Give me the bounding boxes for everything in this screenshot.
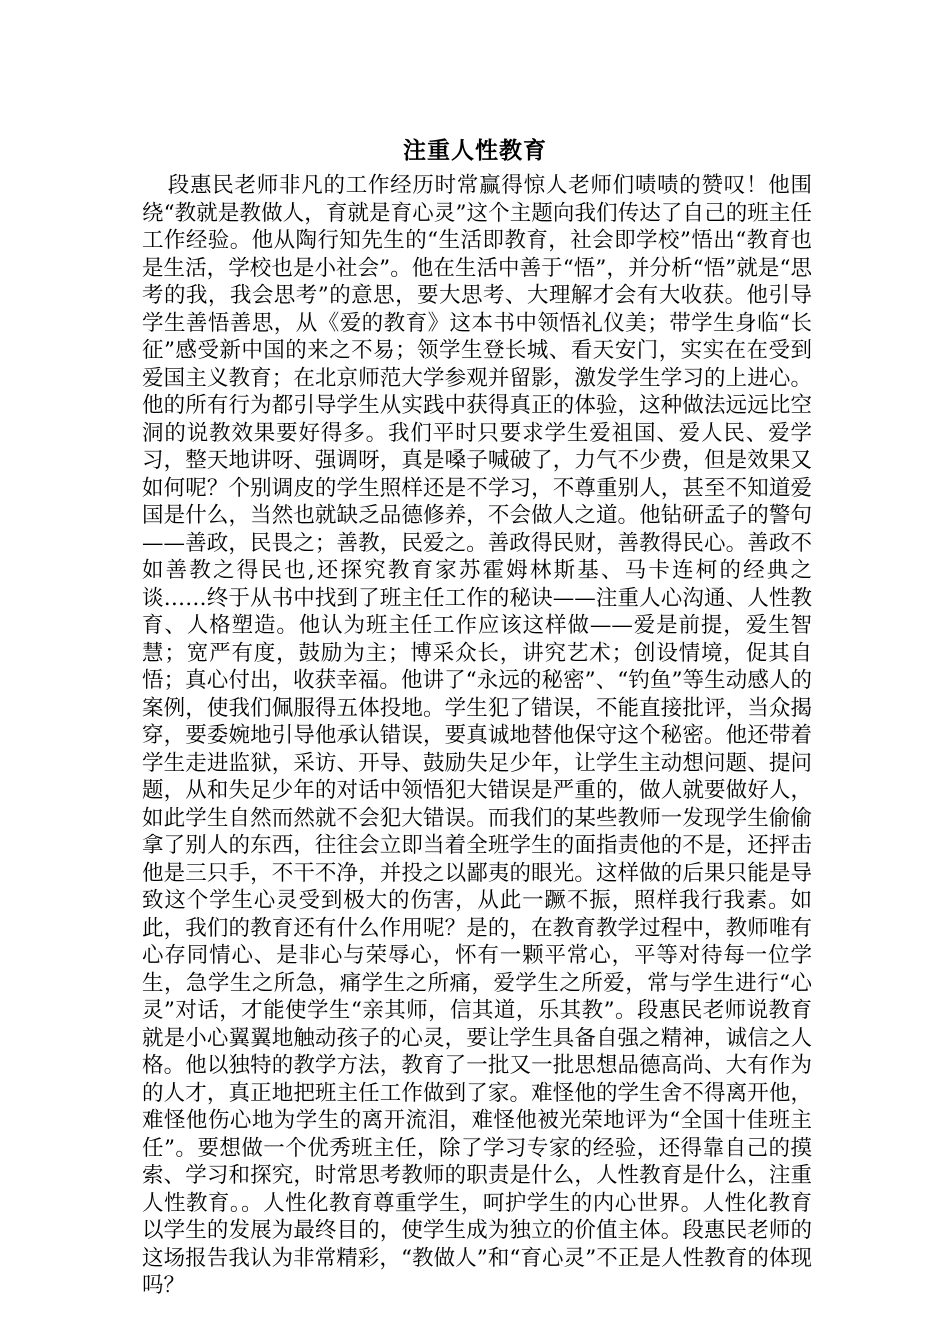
document-title: 注重人性教育 (403, 138, 547, 164)
document-body-paragraph: 段惠民老师非凡的工作经历时常赢得惊人老师们啧啧的赞叹！他围绕“教就是教做人，育就是育心灵”这个主题向我们传达了自己的班主任工作经验。他从陶行知先生的“生活即教育，社会即学校”悟出“教育也是生活，学校也是小社会”。他在生活中善于“悟”，并分析“悟”就是“思考的我，我会思考”的意思，要大思考、大理解才会有大收获。他引导学生善悟善思，从《爱的教育》这本书中领悟礼仪美；带学生身临“长征”感受新中国的来之不易；领学生登长城、看天安门，实实在在受到爱国主义教育；在北京师范大学参观并留影，激发学生学习的上进心。他的所有行为都引导学生从实践中获得真正的体验，这种做法远远比空洞的说教效果要好得多。我们平时只要求学生爱祖国、爱人民、爱学习，整天地讲呀、强调呀，真是嗓子喊破了，力气不少费，但是效果又如何呢？个别调皮的学生照样还是不学习，不尊重别人，甚至不知道爱国是什么，当然也就缺乏品德修养，不会做人之道。他钻研孟子的警句——善政，民畏之；善教，民爱之。善政得民财，善教得民心。善政不如善教之得民也,还探究教育家苏霍姆林斯基、马卡连柯的经典之谈……终于从书中找到了班主任工作的秘诀——注重人心沟通、人性教育、人格塑造。他认为班主任工作应该这样做——爱是前提，爱生智慧；宽严有度，鼓励为主；博采众长，讲究艺术；创设情境，促其自悟；真心付出，收获幸福。他讲了“永远的秘密”、“钓鱼”等生动感人的案例，使我们佩服得五体投地。学生犯了错误，不能直接批评，当众揭穿，要委婉地引导他承认错误，要真诚地替他保守这个秘密。他还带着学生走进监狱，采访、开导、鼓励失足少年，让学生主动想问题、提问题，从和失足少年的对话中领悟犯大错误是严重的，做人就要做好人，如此学生自然而然就不会犯大错误。而我们的某些教师一发现学生偷偷拿了别人的东西，往往会立即当着全班学生的面指责他的不是，还抨击他是三只手，不干不净，并投之以鄙夷的眼光。这样做的后果只能是导致这个学生心灵受到极大的伤害，从此一蹶不振，照样我行我素。如此，我们的教育还有什么作用呢？是的，在教育教学过程中，教师唯有心存同情心、是非心与荣辱心，怀有一颗平常心，平等对待每一位学生，急学生之所急，痛学生之所痛，爱学生之所爱，常与学生进行“心灵”对话，才能使学生“亲其师，信其道，乐其教”。段惠民老师说教育就是小心翼翼地触动孩子的心灵，要让学生具备自强之精神，诚信之人格。他以独特的教学方法，教育了一批又一批思想品德高尚、大有作为的人才，真正地把班主任工作做到了家。难怪他的学生舍不得离开他，难怪他伤心地为学生的离开流泪，难怪他被光荣地评为“全国十佳班主任”。要想做一个优秀班主任，除了学习专家的经验，还得靠自己的摸索、学习和探究，时常思考教师的职责是什么，人性教育是什么，注重人性教育。。人性化教育尊重学生，呵护学生的内心世界。人性化教育以学生的发展为最终目的，使学生成为独立的价值主体。段惠民老师的这场报告我认为非常精彩，“教做人”和“育心灵”不正是人性教育的体现吗？ (142, 173, 812, 1298)
